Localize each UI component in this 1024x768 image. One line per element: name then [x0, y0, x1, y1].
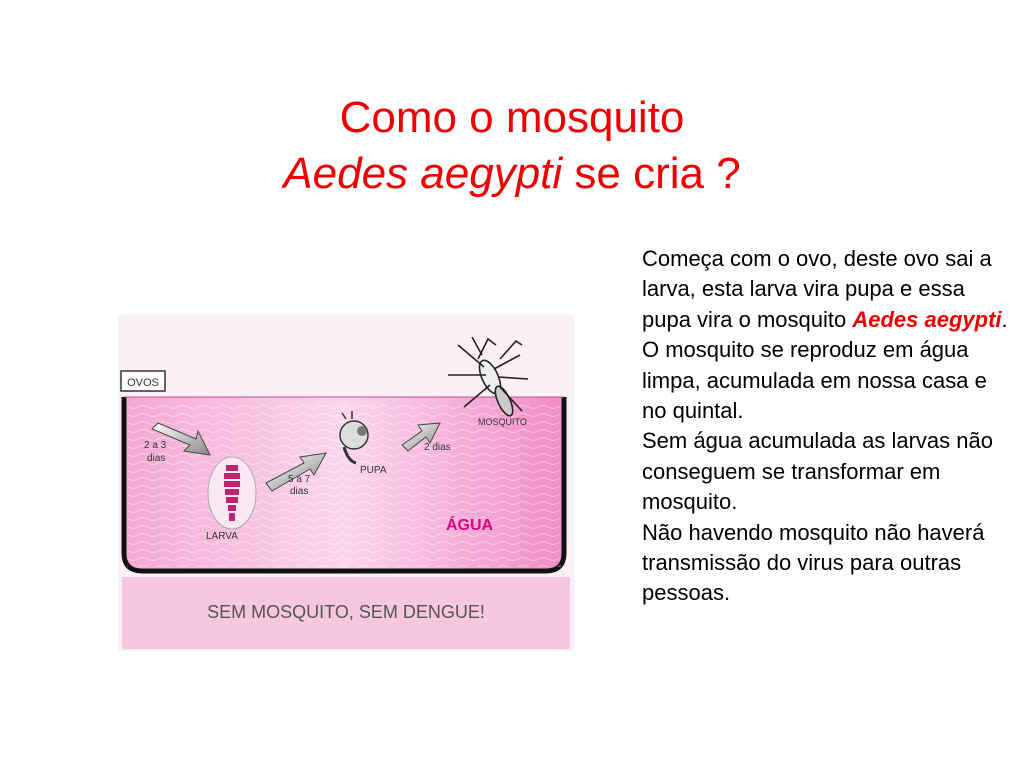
lifecycle-illustration	[118, 315, 574, 651]
title-species: Aedes aegypti	[283, 149, 563, 198]
body-part-2: O mosquito se reproduz em água limpa, acumulada em nossa casa e no quintal.	[642, 337, 987, 424]
label-days-1a: 2 a 3	[144, 440, 167, 451]
body-part-1: Começa com o ovo, deste ovo sai a larva, esta larva vira pupa e essa pupa vira o mosquito	[642, 246, 992, 332]
label-ovos: OVOS	[127, 377, 159, 389]
label-pupa: PUPA	[360, 465, 387, 476]
title-suffix: se cria ?	[562, 149, 741, 198]
label-agua: ÁGUA	[446, 517, 494, 534]
label-days-2a: 5 a 7	[288, 474, 311, 485]
banner-text: SEM MOSQUITO, SEM DENGUE!	[207, 602, 485, 622]
body-part-3: Sem água acumulada as larvas não conseguem se transformar em mosquito.	[642, 428, 993, 515]
title-line-2	[0, 146, 1024, 202]
label-mosquito: MOSQUITO	[478, 417, 527, 427]
body-part-4: Não havendo mosquito não haverá transmissão do virus para outras pessoas.	[642, 519, 985, 606]
body-text	[642, 244, 1012, 609]
label-days-3: 2 dias	[424, 442, 451, 453]
title-line-1: Como o mosquito	[339, 93, 685, 142]
label-larva: LARVA	[206, 531, 238, 542]
label-days-1b: dias	[147, 453, 166, 464]
label-days-2b: dias	[290, 486, 309, 497]
body-species: Aedes aegypti	[852, 306, 1002, 332]
body-part-1-end: .	[1001, 306, 1008, 332]
slide-title	[0, 90, 1024, 202]
